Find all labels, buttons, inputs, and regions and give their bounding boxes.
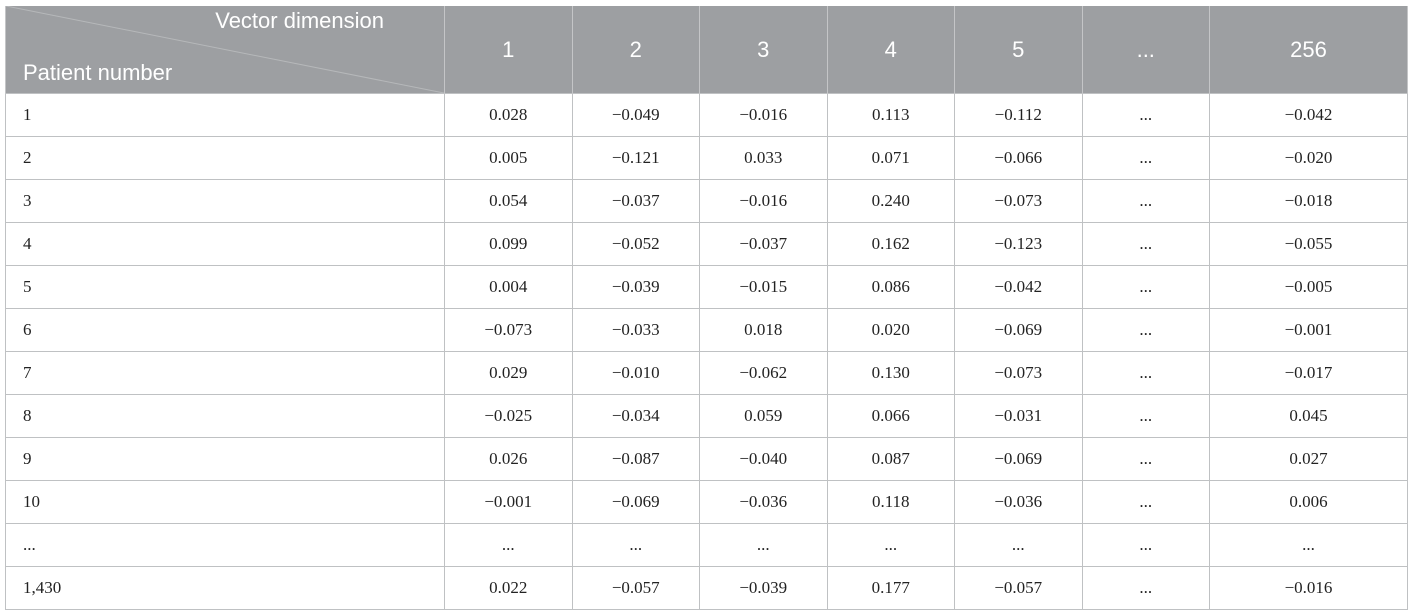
table-row: [6, 180, 1408, 223]
patient-number-label: Patient number: [23, 60, 173, 85]
value-cell: 0.099: [445, 223, 573, 266]
table-row: [6, 438, 1408, 481]
value-cell: −0.037: [700, 223, 828, 266]
table-row: [6, 309, 1408, 352]
value-cell: 0.177: [827, 567, 955, 610]
column-header: 1: [445, 6, 573, 94]
column-header: 4: [827, 6, 955, 94]
value-cell: ...: [955, 524, 1083, 567]
value-cell: 0.118: [827, 481, 955, 524]
value-cell: −0.039: [700, 567, 828, 610]
value-cell: 0.162: [827, 223, 955, 266]
table-row: [6, 137, 1408, 180]
value-cell: ...: [1082, 223, 1210, 266]
value-cell: 0.054: [445, 180, 573, 223]
value-cell: 0.005: [445, 137, 573, 180]
value-cell: ...: [1082, 395, 1210, 438]
value-cell: −0.015: [700, 266, 828, 309]
table-row: [6, 223, 1408, 266]
value-cell: ...: [1082, 567, 1210, 610]
column-header: 5: [955, 6, 1083, 94]
value-cell: −0.033: [572, 309, 700, 352]
value-cell: −0.112: [955, 94, 1083, 137]
value-cell: −0.042: [955, 266, 1083, 309]
value-cell: −0.001: [1210, 309, 1408, 352]
value-cell: −0.069: [955, 309, 1083, 352]
value-cell: 0.027: [1210, 438, 1408, 481]
value-cell: ...: [1082, 481, 1210, 524]
value-cell: −0.066: [955, 137, 1083, 180]
value-cell: −0.005: [1210, 266, 1408, 309]
value-cell: 0.033: [700, 137, 828, 180]
patient-number-cell: 10: [6, 481, 445, 524]
value-cell: −0.042: [1210, 94, 1408, 137]
value-cell: −0.087: [572, 438, 700, 481]
patient-number-cell: 2: [6, 137, 445, 180]
value-cell: −0.069: [572, 481, 700, 524]
value-cell: 0.059: [700, 395, 828, 438]
value-cell: 0.026: [445, 438, 573, 481]
patient-number-cell: 7: [6, 352, 445, 395]
patient-number-cell: 6: [6, 309, 445, 352]
value-cell: −0.073: [955, 180, 1083, 223]
value-cell: −0.018: [1210, 180, 1408, 223]
value-cell: ...: [1082, 180, 1210, 223]
value-cell: ...: [1082, 94, 1210, 137]
value-cell: 0.130: [827, 352, 955, 395]
value-cell: 0.071: [827, 137, 955, 180]
value-cell: −0.016: [700, 180, 828, 223]
patient-number-cell: 5: [6, 266, 445, 309]
value-cell: 0.020: [827, 309, 955, 352]
value-cell: −0.040: [700, 438, 828, 481]
value-cell: 0.022: [445, 567, 573, 610]
column-header: 3: [700, 6, 828, 94]
value-cell: −0.036: [955, 481, 1083, 524]
value-cell: −0.052: [572, 223, 700, 266]
value-cell: 0.045: [1210, 395, 1408, 438]
corner-header-cell: [6, 6, 445, 94]
value-cell: −0.121: [572, 137, 700, 180]
value-cell: ...: [572, 524, 700, 567]
table-row: [6, 94, 1408, 137]
value-cell: −0.069: [955, 438, 1083, 481]
value-cell: ...: [445, 524, 573, 567]
value-cell: −0.001: [445, 481, 573, 524]
patient-number-cell: 1,430: [6, 567, 445, 610]
table-row: [6, 481, 1408, 524]
value-cell: −0.055: [1210, 223, 1408, 266]
table-row: [6, 266, 1408, 309]
patient-number-cell: 3: [6, 180, 445, 223]
value-cell: −0.016: [700, 94, 828, 137]
value-cell: ...: [1082, 137, 1210, 180]
value-cell: −0.016: [1210, 567, 1408, 610]
value-cell: −0.062: [700, 352, 828, 395]
column-header: 256: [1210, 6, 1408, 94]
table-row: [6, 395, 1408, 438]
value-cell: −0.049: [572, 94, 700, 137]
patient-number-cell: 1: [6, 94, 445, 137]
value-cell: ...: [1082, 524, 1210, 567]
value-cell: ...: [1082, 309, 1210, 352]
value-cell: −0.039: [572, 266, 700, 309]
value-cell: 0.018: [700, 309, 828, 352]
table-row: [6, 352, 1408, 395]
value-cell: 0.028: [445, 94, 573, 137]
table-header: [6, 6, 1408, 94]
table-body: [6, 94, 1408, 610]
header-row: [6, 6, 1408, 94]
value-cell: ...: [1082, 352, 1210, 395]
value-cell: −0.025: [445, 395, 573, 438]
value-cell: ...: [1082, 266, 1210, 309]
value-cell: −0.057: [955, 567, 1083, 610]
patient-number-cell: 8: [6, 395, 445, 438]
patient-number-cell: ...: [6, 524, 445, 567]
value-cell: 0.066: [827, 395, 955, 438]
value-cell: −0.020: [1210, 137, 1408, 180]
value-cell: −0.034: [572, 395, 700, 438]
value-cell: −0.073: [445, 309, 573, 352]
value-cell: 0.086: [827, 266, 955, 309]
value-cell: −0.057: [572, 567, 700, 610]
value-cell: 0.087: [827, 438, 955, 481]
value-cell: 0.240: [827, 180, 955, 223]
patient-vector-table: [5, 6, 1408, 610]
column-header: 2: [572, 6, 700, 94]
value-cell: −0.031: [955, 395, 1083, 438]
patient-number-cell: 9: [6, 438, 445, 481]
value-cell: −0.010: [572, 352, 700, 395]
patient-number-cell: 4: [6, 223, 445, 266]
value-cell: 0.004: [445, 266, 573, 309]
column-header: ...: [1082, 6, 1210, 94]
value-cell: ...: [1210, 524, 1408, 567]
value-cell: 0.029: [445, 352, 573, 395]
value-cell: ...: [827, 524, 955, 567]
value-cell: −0.123: [955, 223, 1083, 266]
value-cell: −0.036: [700, 481, 828, 524]
value-cell: 0.006: [1210, 481, 1408, 524]
value-cell: 0.113: [827, 94, 955, 137]
value-cell: ...: [1082, 438, 1210, 481]
value-cell: ...: [700, 524, 828, 567]
value-cell: −0.073: [955, 352, 1083, 395]
table-row: [6, 567, 1408, 610]
value-cell: −0.037: [572, 180, 700, 223]
vector-dimension-label: Vector dimension: [215, 8, 384, 33]
table-row: [6, 524, 1408, 567]
value-cell: −0.017: [1210, 352, 1408, 395]
